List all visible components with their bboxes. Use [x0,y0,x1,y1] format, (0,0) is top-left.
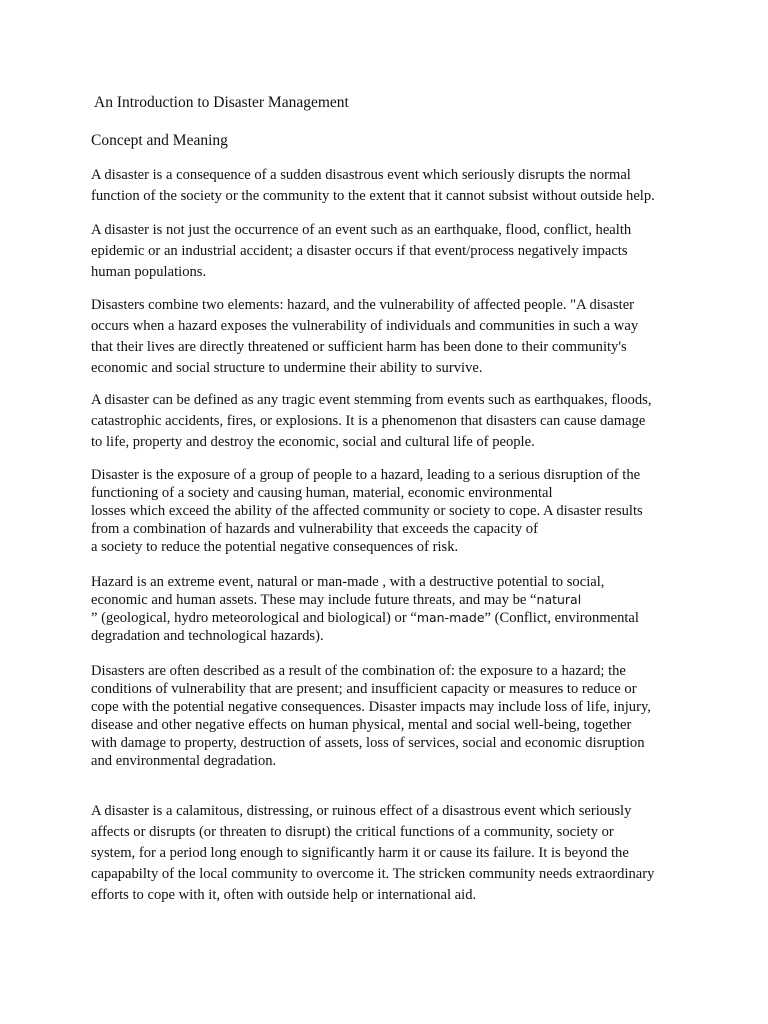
paragraph-line: that their lives are directly threatened or sufficient harm has been done to their community's [91,339,627,355]
paragraph-line: conditions of vulnerability that are present; and insufficient capacity or measures to reduce or [91,681,637,697]
paragraph-line: capapabilty of the local community to overcome it. The stricken community needs extraordinary [91,866,655,882]
paragraph-line: A disaster is not just the occurrence of an event such as an earthquake, flood, conflict, health [91,222,632,238]
paragraph-line: disease and other negative effects on human physical, mental and social well-being, together [91,717,632,733]
term-man-made: man-made [416,610,485,625]
paragraph-line: and environmental degradation. [91,753,277,769]
paragraph-line: affects or disrupts (or threaten to disrupt) the critical functions of a community, society or [91,824,614,840]
paragraph-line: efforts to cope with it, often with outside help or international aid. [91,887,477,903]
line-text: ” (geological, hydro meteorological and biological) or “ [91,610,417,626]
paragraph-line: Disaster is the exposure of a group of people to a hazard, leading to a serious disruption of the [91,467,641,483]
paragraph-line: human populations. [91,264,207,280]
paragraph-line: degradation and technological hazards). [91,628,324,644]
paragraph-line: function of the society or the community to the extent that it cannot subsist without outside help. [91,188,655,204]
paragraph-line: A disaster is a consequence of a sudden disastrous event which seriously disrupts the normal [91,167,631,183]
paragraph-line: with damage to property, destruction of assets, loss of services, social and economic disruption [91,735,645,751]
paragraph-line: catastrophic accidents, fires, or explosions. It is a phenomenon that disasters can cause damage [91,413,646,429]
term-natural: natural [536,592,582,607]
line-text: economic and human assets. These may include future threats, and may be “ [91,592,537,608]
paragraph-line: A disaster is a calamitous, distressing, or ruinous effect of a disastrous event which seriously [91,803,632,819]
paragraph-line: A disaster can be defined as any tragic event stemming from events such as earthquakes, floods, [91,392,652,408]
paragraph-line: Disasters are often described as a result of the combination of: the exposure to a hazard; the [91,663,626,679]
paragraph-line: occurs when a hazard exposes the vulnerability of individuals and communities in such a way [91,318,639,334]
paragraph-line: a society to reduce the potential negative consequences of risk. [91,539,459,555]
paragraph-line: functioning of a society and causing human, material, economic environmental [91,485,553,501]
paragraph-line: cope with the potential negative consequences. Disaster impacts may include loss of life, injury, [91,699,651,715]
paragraph-line [91,609,639,627]
paragraph-line: losses which exceed the ability of the affected community or society to cope. A disaster results [91,503,643,519]
paragraph-line: economic and social structure to undermine their ability to survive. [91,360,483,376]
paragraph-line: Hazard is an extreme event, natural or man-made , with a destructive potential to social, [91,574,605,590]
paragraph-line: Disasters combine two elements: hazard, and the vulnerability of affected people. "A disaster [91,297,635,313]
paragraph-line: system, for a period long enough to significantly harm it or cause its failure. It is beyond the [91,845,629,861]
paragraph-line: to life, property and destroy the economic, social and cultural life of people. [91,434,535,450]
line-text: ” (Conflict, environmental [484,610,639,626]
paragraph-line: epidemic or an industrial accident; a disaster occurs if that event/process negatively impacts [91,243,628,259]
paragraph-line: from a combination of hazards and vulnerability that exceeds the capacity of [91,521,538,537]
paragraph-line [91,591,581,609]
document-title: An Introduction to Disaster Management [94,94,349,111]
section-heading: Concept and Meaning [91,132,228,149]
